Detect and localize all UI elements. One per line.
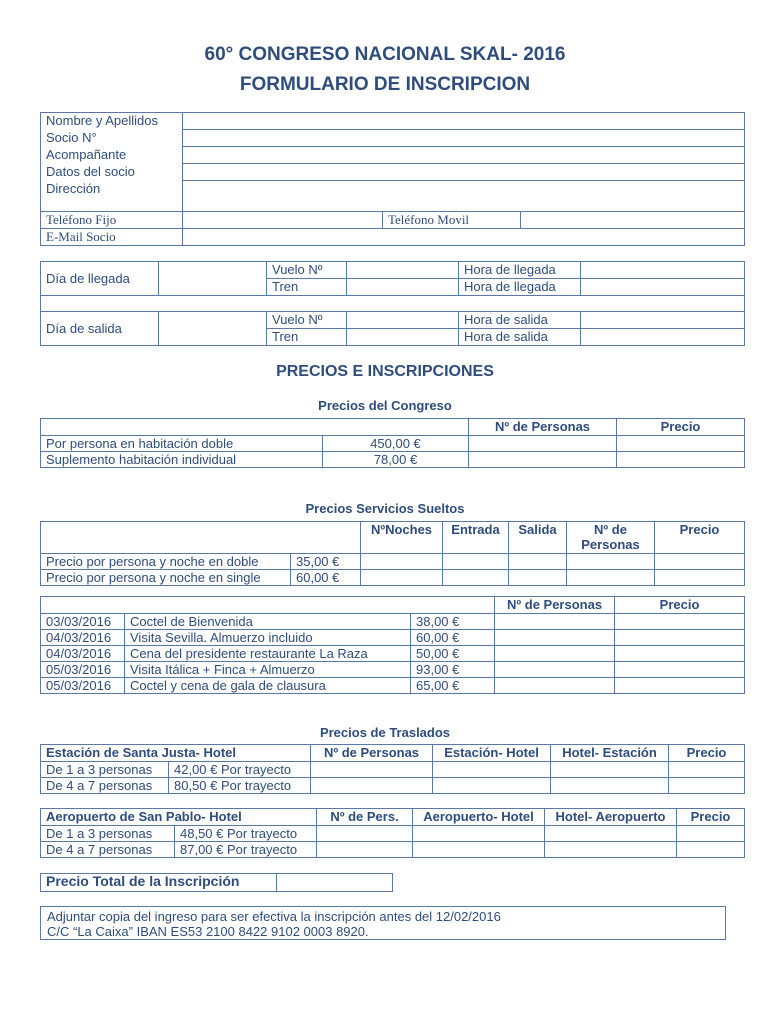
sueltos-col-entrada: Entrada bbox=[443, 522, 509, 554]
congreso-row-label: Por persona en habitación doble bbox=[41, 436, 323, 452]
sueltos-entrada-field[interactable] bbox=[443, 570, 509, 586]
evento-precio-field[interactable] bbox=[615, 646, 745, 662]
sueltos-row-label: Precio por persona y noche en single bbox=[41, 570, 291, 586]
evento-price: 50,00 € bbox=[411, 646, 495, 662]
sueltos-col-personas: Nº de Personas bbox=[567, 522, 655, 554]
congreso-row-precio-field[interactable] bbox=[617, 436, 745, 452]
evento-personas-field[interactable] bbox=[495, 614, 615, 630]
evento-price: 60,00 € bbox=[411, 630, 495, 646]
estacion-row-price: 42,00 € Por trayecto bbox=[169, 762, 311, 778]
total-table bbox=[40, 873, 393, 892]
hora-llegada-vuelo-field[interactable] bbox=[581, 262, 745, 279]
estacion-precio-field[interactable] bbox=[669, 778, 745, 794]
evento-price: 93,00 € bbox=[411, 662, 495, 678]
table-row bbox=[41, 646, 745, 662]
table-row bbox=[41, 826, 745, 842]
estacion-head: Estación de Santa Justa- Hotel bbox=[41, 745, 311, 762]
sueltos-row-price: 60,00 € bbox=[291, 570, 361, 586]
page-subtitle: FORMULARIO DE INSCRIPCION bbox=[239, 74, 531, 95]
congreso-title: Precios del Congreso bbox=[318, 398, 452, 413]
prices-section-title: PRECIOS E INSCRIPCIONES bbox=[276, 363, 494, 380]
page-title: 60° CONGRESO NACIONAL SKAL- 2016 bbox=[204, 44, 566, 65]
table-row bbox=[41, 778, 745, 794]
sueltos-noches-field[interactable] bbox=[361, 554, 443, 570]
eventos-col-precio: Precio bbox=[615, 597, 745, 614]
congreso-header-blank bbox=[41, 419, 469, 436]
hora-llegada-vuelo-label: Hora de llegada bbox=[459, 262, 581, 279]
dia-llegada-label: Día de llegada bbox=[41, 262, 159, 296]
sueltos-table bbox=[40, 521, 745, 586]
hora-salida-vuelo-label: Hora de salida bbox=[459, 312, 581, 329]
estacion-col-ida: Estación- Hotel bbox=[433, 745, 551, 762]
congreso-row-price: 450,00 € bbox=[323, 436, 469, 452]
congreso-row-personas-field[interactable] bbox=[469, 452, 617, 468]
total-field[interactable] bbox=[277, 874, 393, 892]
estacion-precio-field[interactable] bbox=[669, 762, 745, 778]
table-row bbox=[41, 662, 745, 678]
dia-llegada-field[interactable] bbox=[159, 262, 267, 296]
evento-personas-field[interactable] bbox=[495, 678, 615, 694]
estacion-row-label: De 1 a 3 personas bbox=[41, 762, 169, 778]
sueltos-header-blank bbox=[41, 522, 361, 554]
sueltos-row-label: Precio por persona y noche en doble bbox=[41, 554, 291, 570]
eventos-table bbox=[40, 596, 745, 694]
telefono-movil-field[interactable] bbox=[521, 212, 745, 229]
evento-name: Coctel y cena de gala de clausura bbox=[125, 678, 411, 694]
aeropuerto-row-price: 87,00 € Por trayecto bbox=[175, 842, 317, 858]
congreso-row-personas-field[interactable] bbox=[469, 436, 617, 452]
estacion-ida-field[interactable] bbox=[433, 778, 551, 794]
eventos-col-personas: Nº de Personas bbox=[495, 597, 615, 614]
evento-name: Visita Itálica + Finca + Almuerzo bbox=[125, 662, 411, 678]
acompanante-label: Acompañante bbox=[41, 147, 183, 164]
table-row bbox=[41, 678, 745, 694]
estacion-ida-field[interactable] bbox=[433, 762, 551, 778]
aeropuerto-col-precio: Precio bbox=[677, 809, 745, 826]
acompanante-field[interactable] bbox=[183, 147, 745, 164]
hora-salida-tren-field[interactable] bbox=[581, 329, 745, 346]
congreso-table bbox=[40, 418, 745, 468]
congreso-col-personas: Nº de Personas bbox=[469, 419, 617, 436]
sueltos-precio-field[interactable] bbox=[655, 570, 745, 586]
evento-date: 03/03/2016 bbox=[41, 614, 125, 630]
aeropuerto-col-personas: Nº de Pers. bbox=[317, 809, 413, 826]
sueltos-precio-field[interactable] bbox=[655, 554, 745, 570]
aeropuerto-precio-field[interactable] bbox=[677, 826, 745, 842]
telefono-fijo-label: Teléfono Fijo bbox=[41, 212, 183, 229]
aeropuerto-vuelta-field[interactable] bbox=[545, 842, 677, 858]
sueltos-entrada-field[interactable] bbox=[443, 554, 509, 570]
travel-spacer-row bbox=[41, 296, 745, 312]
sueltos-col-salida: Salida bbox=[509, 522, 567, 554]
total-label: Precio Total de la Inscripción bbox=[41, 874, 277, 892]
aeropuerto-vuelta-field[interactable] bbox=[545, 826, 677, 842]
sueltos-salida-field[interactable] bbox=[509, 554, 567, 570]
evento-name: Visita Sevilla. Almuerzo incluido bbox=[125, 630, 411, 646]
evento-precio-field[interactable] bbox=[615, 614, 745, 630]
estacion-col-personas: Nº de Personas bbox=[311, 745, 433, 762]
socio-label: Socio N° bbox=[41, 130, 183, 147]
payment-note-line1: Adjuntar copia del ingreso para ser efectiva la inscripción antes del 12/02/2016 bbox=[47, 909, 501, 924]
estacion-vuelta-field[interactable] bbox=[551, 762, 669, 778]
evento-precio-field[interactable] bbox=[615, 678, 745, 694]
table-row bbox=[41, 436, 745, 452]
aeropuerto-table bbox=[40, 808, 745, 858]
aeropuerto-head: Aeropuerto de San Pablo- Hotel bbox=[41, 809, 317, 826]
evento-personas-field[interactable] bbox=[495, 630, 615, 646]
email-label: E-Mail Socio bbox=[41, 229, 183, 246]
aeropuerto-ida-field[interactable] bbox=[413, 826, 545, 842]
sueltos-noches-field[interactable] bbox=[361, 570, 443, 586]
aeropuerto-col-ida: Aeropuerto- Hotel bbox=[413, 809, 545, 826]
sueltos-title: Precios Servicios Sueltos bbox=[305, 501, 465, 516]
dia-salida-field[interactable] bbox=[159, 312, 267, 346]
hora-salida-vuelo-field[interactable] bbox=[581, 312, 745, 329]
nombre-label: Nombre y Apellidos bbox=[41, 113, 183, 130]
datos-label: Datos del socio bbox=[41, 164, 183, 181]
aeropuerto-precio-field[interactable] bbox=[677, 842, 745, 858]
sueltos-personas-field[interactable] bbox=[567, 554, 655, 570]
hora-llegada-tren-field[interactable] bbox=[581, 279, 745, 296]
estacion-personas-field[interactable] bbox=[311, 778, 433, 794]
congreso-row-price: 78,00 € bbox=[323, 452, 469, 468]
hora-llegada-tren-label: Hora de llegada bbox=[459, 279, 581, 296]
vuelo-llegada-field[interactable] bbox=[347, 262, 459, 279]
estacion-table bbox=[40, 744, 745, 794]
datos-field[interactable] bbox=[183, 164, 745, 181]
table-row bbox=[41, 630, 745, 646]
direccion-label: Dirección bbox=[41, 181, 183, 212]
telefono-movil-label: Teléfono Movil bbox=[383, 212, 521, 229]
personal-data-table bbox=[40, 112, 745, 246]
traslados-title: Precios de Traslados bbox=[319, 725, 451, 740]
estacion-vuelta-field[interactable] bbox=[551, 778, 669, 794]
aeropuerto-row-label: De 4 a 7 personas bbox=[41, 842, 175, 858]
aeropuerto-personas-field[interactable] bbox=[317, 826, 413, 842]
table-row bbox=[41, 554, 745, 570]
estacion-row-label: De 4 a 7 personas bbox=[41, 778, 169, 794]
dia-salida-label: Día de salida bbox=[41, 312, 159, 346]
evento-price: 65,00 € bbox=[411, 678, 495, 694]
estacion-col-vuelta: Hotel- Estación bbox=[551, 745, 669, 762]
sueltos-salida-field[interactable] bbox=[509, 570, 567, 586]
sueltos-col-noches: NºNoches bbox=[361, 522, 443, 554]
table-row bbox=[41, 570, 745, 586]
evento-personas-field[interactable] bbox=[495, 662, 615, 678]
tren-salida-field[interactable] bbox=[347, 329, 459, 346]
evento-name: Coctel de Bienvenida bbox=[125, 614, 411, 630]
socio-field[interactable] bbox=[183, 130, 745, 147]
evento-personas-field[interactable] bbox=[495, 646, 615, 662]
nombre-field[interactable] bbox=[183, 113, 745, 130]
sueltos-row-price: 35,00 € bbox=[291, 554, 361, 570]
aeropuerto-row-price: 48,50 € Por trayecto bbox=[175, 826, 317, 842]
payment-note-line2: C/C “La Caixa” IBAN ES53 2100 8422 9102 0003 8920. bbox=[47, 924, 369, 939]
email-field[interactable] bbox=[183, 229, 745, 246]
evento-date: 04/03/2016 bbox=[41, 646, 125, 662]
tren-llegada-field[interactable] bbox=[347, 279, 459, 296]
evento-date: 05/03/2016 bbox=[41, 662, 125, 678]
congreso-row-precio-field[interactable] bbox=[617, 452, 745, 468]
table-row bbox=[41, 842, 745, 858]
evento-date: 04/03/2016 bbox=[41, 630, 125, 646]
tren-salida-label: Tren bbox=[267, 329, 347, 346]
vuelo-salida-label: Vuelo Nº bbox=[267, 312, 347, 329]
hora-salida-tren-label: Hora de salida bbox=[459, 329, 581, 346]
estacion-row-price: 80,50 € Por trayecto bbox=[169, 778, 311, 794]
evento-precio-field[interactable] bbox=[615, 662, 745, 678]
sueltos-col-precio: Precio bbox=[655, 522, 745, 554]
aeropuerto-personas-field[interactable] bbox=[317, 842, 413, 858]
direccion-field[interactable] bbox=[183, 181, 745, 212]
vuelo-llegada-label: Vuelo Nº bbox=[267, 262, 347, 279]
tren-llegada-label: Tren bbox=[267, 279, 347, 296]
evento-precio-field[interactable] bbox=[615, 630, 745, 646]
congreso-row-label: Suplemento habitación individual bbox=[41, 452, 323, 468]
table-row bbox=[41, 614, 745, 630]
eventos-header-blank bbox=[41, 597, 495, 614]
table-row bbox=[41, 452, 745, 468]
vuelo-salida-field[interactable] bbox=[347, 312, 459, 329]
estacion-personas-field[interactable] bbox=[311, 762, 433, 778]
evento-name: Cena del presidente restaurante La Raza bbox=[125, 646, 411, 662]
aeropuerto-col-vuelta: Hotel- Aeropuerto bbox=[545, 809, 677, 826]
aeropuerto-ida-field[interactable] bbox=[413, 842, 545, 858]
evento-price: 38,00 € bbox=[411, 614, 495, 630]
table-row bbox=[41, 762, 745, 778]
telefono-fijo-field[interactable] bbox=[183, 212, 383, 229]
evento-date: 05/03/2016 bbox=[41, 678, 125, 694]
congreso-col-precio: Precio bbox=[617, 419, 745, 436]
sueltos-personas-field[interactable] bbox=[567, 570, 655, 586]
payment-note bbox=[40, 906, 726, 940]
travel-table bbox=[40, 261, 745, 346]
aeropuerto-row-label: De 1 a 3 personas bbox=[41, 826, 175, 842]
estacion-col-precio: Precio bbox=[669, 745, 745, 762]
